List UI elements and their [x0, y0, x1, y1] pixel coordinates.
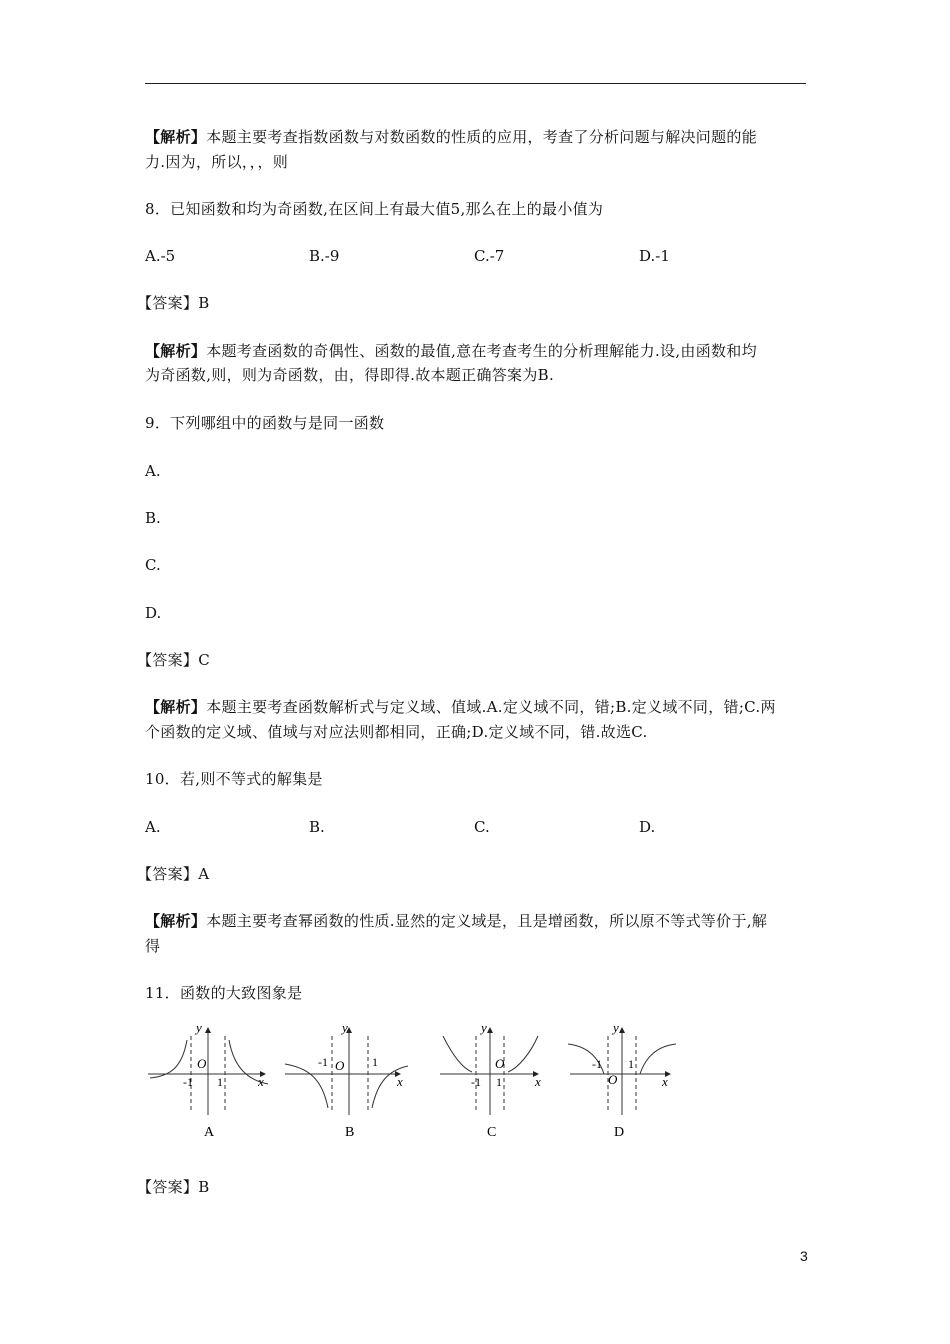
- header-rule: [145, 83, 806, 84]
- q9-option-d: D.: [145, 604, 162, 622]
- graph-c-label: C: [487, 1125, 497, 1140]
- q9-option-a: A.: [145, 462, 161, 480]
- q10-option-c: C.: [474, 818, 490, 836]
- q10-option-b: B.: [309, 818, 325, 836]
- graph-b-tick-pos: 1: [372, 1055, 378, 1069]
- graph-c-y-label: y: [481, 1020, 487, 1035]
- graph-c-origin: O: [495, 1056, 505, 1071]
- question-8-stem: 8．已知函数和均为奇函数,在区间上有最大值5,那么在上的最小值为: [145, 200, 604, 218]
- q9-option-b: B.: [145, 509, 161, 527]
- graph-d-label: D: [614, 1125, 625, 1140]
- graph-d-y-label: y: [613, 1020, 619, 1035]
- graph-b-origin: O: [335, 1058, 345, 1073]
- analysis-tag: 【解析】: [145, 698, 207, 716]
- question-11-stem: 11．函数的大致图象是: [145, 984, 303, 1002]
- q11-answer: 【答案】B: [137, 1178, 210, 1196]
- graph-b-y-label: y: [342, 1020, 348, 1035]
- analysis-7-line-1: 【解析】本题主要考查指数函数与对数函数的性质的应用，考查了分析问题与解决问题的能: [145, 128, 758, 146]
- q8-option-c: C.-7: [474, 247, 505, 265]
- q9-option-c: C.: [145, 556, 161, 574]
- graph-d: [568, 1028, 676, 1115]
- function-graph-options: [140, 1018, 700, 1148]
- graph-c-x-label: x: [535, 1074, 541, 1089]
- q10-analysis-line-1: 【解析】本题主要考查幂函数的性质.显然的定义域是，且是增函数，所以原不等式等价于,解: [145, 912, 768, 930]
- q9-analysis-line-1: 【解析】本题主要考查函数解析式与定义域、值域.A.定义域不同，错;B.定义域不同，错;C.两: [145, 698, 776, 716]
- graph-d-x-label: x: [662, 1074, 668, 1089]
- q9-answer: 【答案】C: [137, 651, 210, 669]
- graph-b-x-label: x: [397, 1074, 403, 1089]
- q8-analysis-line-1: 【解析】本题考查函数的奇偶性、函数的最值,意在考查考生的分析理解能力.设,由函数和均: [145, 342, 757, 360]
- q8-analysis-line-2: 为奇函数,则，则为奇函数，由，得即得.故本题正确答案为B.: [145, 366, 555, 384]
- q10-answer: 【答案】A: [137, 865, 210, 883]
- q10-option-a: A.: [145, 818, 161, 836]
- q8-option-b: B.-9: [309, 247, 340, 265]
- graph-d-tick-neg: -1: [592, 1057, 602, 1071]
- graph-a-y-label: y: [196, 1020, 202, 1035]
- graph-a-x-label: x: [258, 1074, 264, 1089]
- graph-d-origin: O: [608, 1072, 618, 1087]
- analysis-tag: 【解析】: [145, 128, 207, 146]
- page-number: 3: [800, 1248, 808, 1264]
- analysis-7-line-2: 力.因为，所以，，，则: [145, 153, 289, 171]
- graph-c-tick-pos: 1: [496, 1075, 502, 1089]
- graph-c: [440, 1028, 538, 1115]
- question-10-stem: 10．若,则不等式的解集是: [145, 770, 323, 788]
- graph-c-tick-neg: -1: [471, 1075, 481, 1089]
- analysis-tag: 【解析】: [145, 342, 207, 360]
- analysis-tag: 【解析】: [145, 912, 207, 930]
- q8-option-a: A.-5: [145, 247, 176, 265]
- graph-b: [285, 1028, 408, 1115]
- q10-analysis-line-2: 得: [145, 937, 161, 955]
- graph-d-tick-pos: 1: [628, 1057, 634, 1071]
- graph-b-label: B: [345, 1125, 355, 1140]
- question-9-stem: 9．下列哪组中的函数与是同一函数: [145, 414, 385, 432]
- graph-b-tick-neg: -1: [318, 1055, 328, 1069]
- graph-a-tick-neg: -1: [183, 1075, 193, 1089]
- q9-analysis-line-2: 个函数的定义域、值域与对应法则都相同，正确;D.定义域不同，错.故选C.: [145, 723, 648, 741]
- graph-a: [148, 1028, 268, 1115]
- graph-a-origin: O: [197, 1056, 207, 1071]
- graph-a-label: A: [204, 1125, 215, 1140]
- q10-option-d: D.: [639, 818, 656, 836]
- q8-option-d: D.-1: [639, 247, 670, 265]
- graph-a-tick-pos: 1: [217, 1075, 223, 1089]
- q8-answer: 【答案】B: [137, 294, 210, 312]
